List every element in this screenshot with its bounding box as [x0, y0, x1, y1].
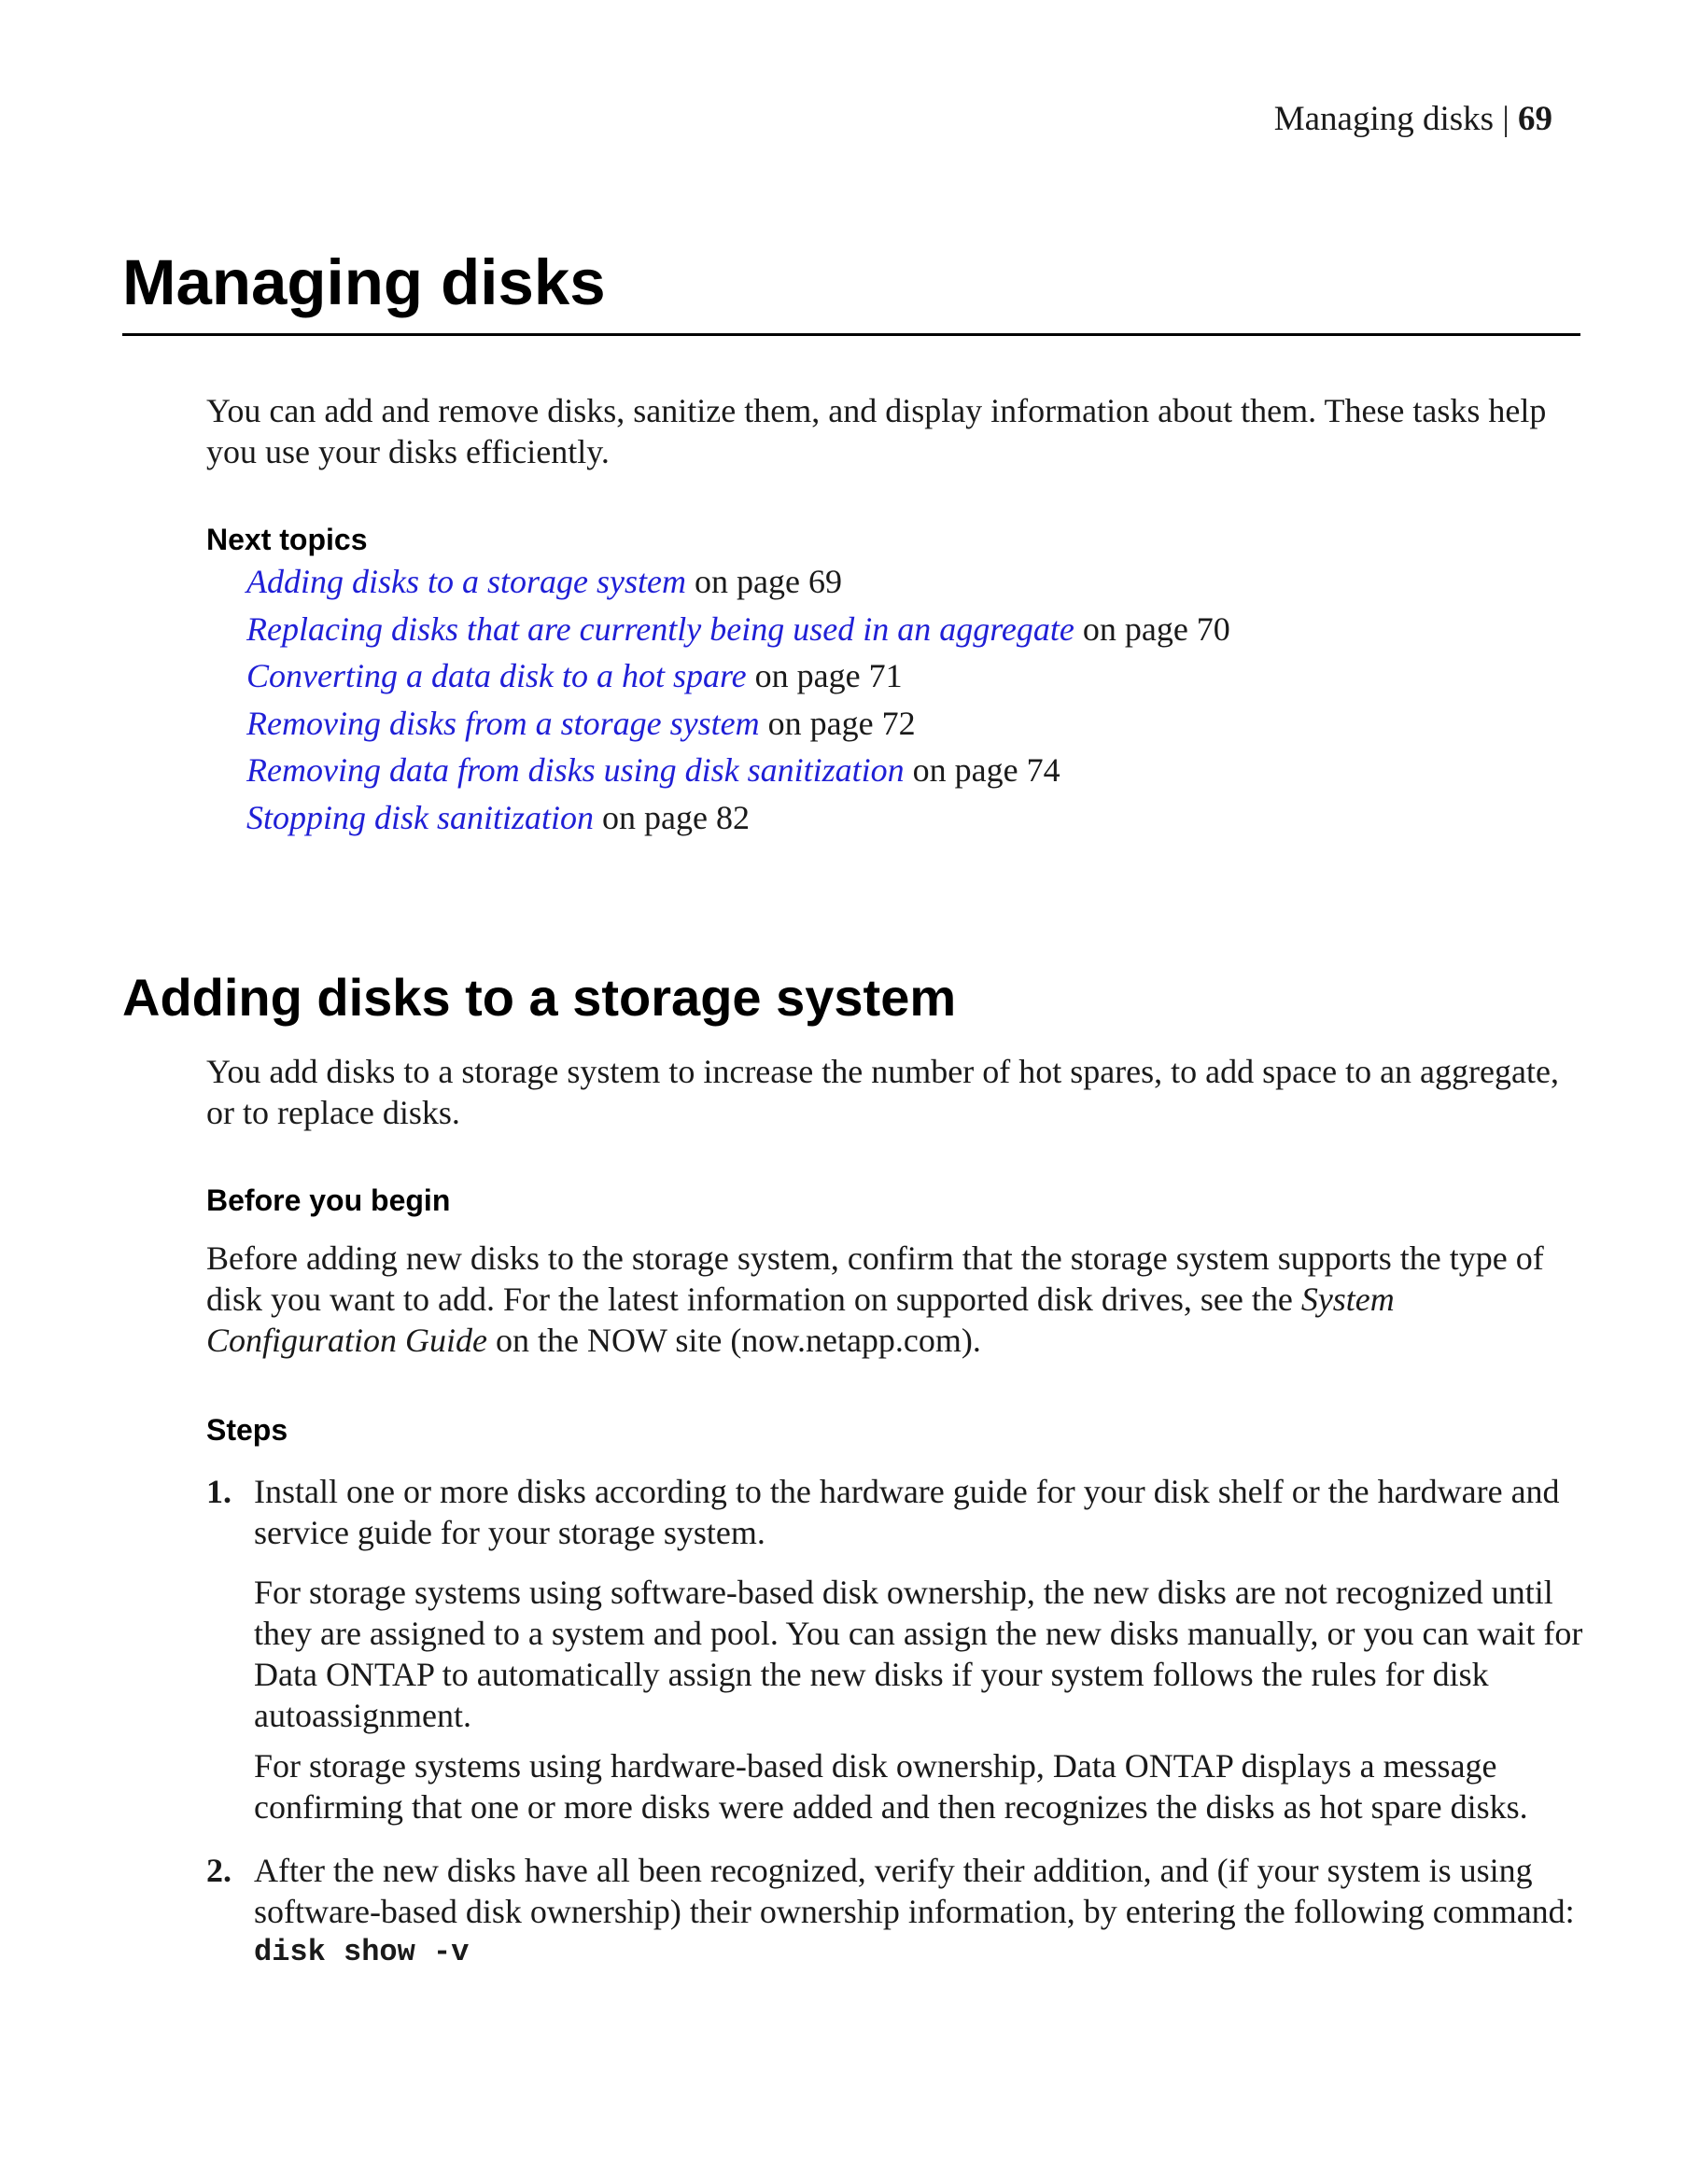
topic-item — [246, 652, 1230, 700]
next-topics-list — [246, 558, 1230, 841]
topic-item — [246, 558, 1230, 606]
next-topics-heading: Next topics — [206, 523, 368, 556]
steps-heading: Steps — [206, 1413, 288, 1447]
topic-link-removing-disks[interactable]: Removing disks from a storage system — [246, 704, 760, 742]
topic-page-ref: on page 69 — [685, 563, 842, 600]
step-text: After the new disks have all been recognized, verify their addition, and (if your system is using software-based disk ownership) their ownership information, by entering the following command: — [254, 1852, 1575, 1930]
topic-page-ref: on page 70 — [1074, 609, 1230, 648]
topic-page-ref: on page 71 — [746, 657, 903, 694]
step-note: For storage systems using hardware-based disk ownership, Data ONTAP displays a message confirming that one or more disks were added and then recognizes the disks as hot spare disks. — [254, 1747, 1528, 1826]
topic-page-ref: on page 74 — [904, 751, 1060, 789]
topic-item — [246, 700, 1230, 748]
command-text: disk show -v — [254, 1935, 470, 1969]
section-title: Adding disks to a storage system — [122, 968, 957, 1027]
before-text-part: on the NOW site (now.netapp.com). — [487, 1322, 981, 1359]
step-item — [206, 1471, 1588, 1827]
step-number: 1. — [206, 1473, 232, 1510]
topic-link-stopping-sanitization[interactable]: Stopping disk sanitization — [246, 798, 595, 836]
topic-link-converting-disk[interactable]: Converting a data disk to a hot spare — [246, 657, 747, 694]
before-you-begin-heading: Before you begin — [206, 1183, 451, 1217]
topic-page-ref: on page 82 — [594, 798, 750, 836]
intro-paragraph: You can add and remove disks, sanitize them, and display information about them. These tasks help you use your disks efficiently. — [206, 392, 1547, 470]
topic-item — [246, 794, 1230, 842]
step-number: 2. — [206, 1852, 232, 1889]
header-section: Managing disks | — [1273, 100, 1509, 138]
before-text-part: Before adding new disks to the storage system, confirm that the storage system supports the type of disk you want to add. For the latest information on supported disk drives, see the — [206, 1239, 1544, 1318]
topic-link-removing-data[interactable]: Removing data from disks using disk sanitization — [246, 751, 905, 789]
topic-link-adding-disks[interactable]: Adding disks to a storage system — [246, 563, 686, 600]
topic-item — [246, 747, 1230, 794]
running-header — [1274, 99, 1552, 139]
page-title: Managing disks — [122, 250, 1580, 336]
step-text: Install one or more disks according to the hardware guide for your disk shelf or the hardware and service guide for your storage system. — [254, 1473, 1560, 1551]
section-intro: You add disks to a storage system to increase the number of hot spares, to add space to an aggregate, or to replace disks. — [206, 1053, 1559, 1131]
topic-item — [246, 606, 1230, 653]
page-number: 69 — [1518, 100, 1552, 138]
topic-page-ref: on page 72 — [759, 704, 916, 742]
topic-link-replacing-disks[interactable]: Replacing disks that are currently being used in an aggregate — [246, 609, 1074, 648]
config-guide-title: System Configuration Guide — [206, 1281, 1395, 1359]
before-you-begin-text — [206, 1238, 1588, 1361]
step-item — [206, 1850, 1588, 1973]
steps-list — [206, 1471, 1588, 1973]
step-note: For storage systems using software-based disk ownership, the new disks are not recognized until they are assigned to a system and pool. You can assign the new disks manually, or you can wait for Data ONTAP to automatically assign the new disks if your system follows the rules for disk autoassignment. — [254, 1574, 1583, 1734]
